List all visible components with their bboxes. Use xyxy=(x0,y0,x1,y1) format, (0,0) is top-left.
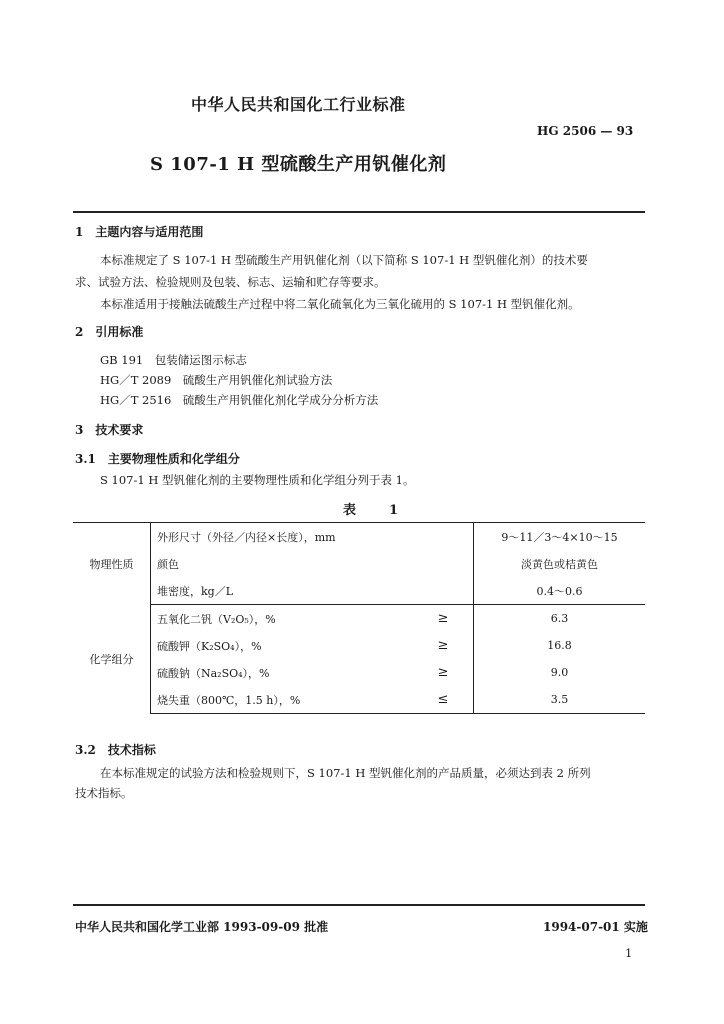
group-label-physical: 物理性质 xyxy=(73,523,151,605)
table-row xyxy=(73,686,645,714)
value-cell: 0.4～0.6 xyxy=(474,577,646,605)
item-cell: 五氧化二钒（V₂O₅），% xyxy=(157,612,276,626)
operator-cell xyxy=(413,523,474,551)
table-row xyxy=(73,659,645,686)
operator-cell: ≥ xyxy=(413,605,474,633)
operator-cell: ≤ xyxy=(413,686,474,714)
section-1-paragraph-1-line-2: 求、试验方法、检验规则及包装、标志、运输和贮存等要求。 xyxy=(75,275,386,289)
item-cell: 硫酸钠（Na₂SO₄），% xyxy=(157,666,270,680)
issuing-organization: 中华人民共和国化工行业标准 xyxy=(191,95,406,114)
standard-code: HG 2506 — 93 xyxy=(537,124,634,138)
reference-item: HG／T 2516 硫酸生产用钒催化剂化学成分分析方法 xyxy=(100,393,379,407)
reference-item: GB 191 包装储运图示标志 xyxy=(100,353,247,367)
value-cell: 16.8 xyxy=(547,639,572,652)
reference-item: HG／T 2089 硫酸生产用钒催化剂试验方法 xyxy=(100,373,333,387)
table-row xyxy=(73,632,645,659)
value-cell: 9～11／3～4×10～15 xyxy=(474,523,646,551)
section-3-1-heading: 3.1 主要物理性质和化学组分 xyxy=(75,452,240,466)
table-caption: 表 1 xyxy=(343,503,409,518)
operator-cell: ≥ xyxy=(413,659,474,686)
page-number: 1 xyxy=(625,946,633,960)
document-title: S 107-1 H 型硫酸生产用钒催化剂 xyxy=(150,154,447,175)
value-cell: 9.0 xyxy=(550,666,569,679)
section-2-heading: 2 引用标准 xyxy=(75,325,144,339)
properties-table xyxy=(73,522,645,714)
section-1-paragraph-1-line-1: 本标准规定了 S 107-1 H 型硫酸生产用钒催化剂（以下简称 S 107-1 H 型钒催化剂）的技术要 xyxy=(100,253,588,267)
value-cell: 淡黄色或桔黄色 xyxy=(521,557,598,571)
table-row xyxy=(73,605,645,633)
section-3-2-heading: 3.2 技术指标 xyxy=(75,743,156,757)
group-label-chemical: 化学组分 xyxy=(73,605,151,714)
item-cell: 烧失重（800℃，1.5 h），% xyxy=(151,686,414,714)
item-cell: 硫酸钾（K₂SO₄），% xyxy=(157,639,262,653)
operator-cell xyxy=(413,550,474,577)
item-cell: 外形尺寸（外径／内径×长度），mm xyxy=(151,523,414,551)
table-row xyxy=(73,577,645,605)
operator-cell: ≥ xyxy=(413,632,474,659)
section-3-2-text-line-1: 在本标准规定的试验方法和检验规则下，S 107-1 H 型钒催化剂的产品质量，必须达到表 2 所列 xyxy=(100,766,591,780)
table-row xyxy=(73,550,645,577)
approval-note: 中华人民共和国化学工业部 1993-09-09 批准 xyxy=(75,920,329,934)
operator-cell xyxy=(413,577,474,605)
footer-divider xyxy=(73,904,645,906)
section-3-1-text: S 107-1 H 型钒催化剂的主要物理性质和化学组分列于表 1。 xyxy=(100,473,415,487)
value-cell: 6.3 xyxy=(550,612,569,625)
section-1-paragraph-2: 本标准适用于接触法硫酸生产过程中将二氧化硫氧化为三氧化硫用的 S 107-1 H 型钒催化剂。 xyxy=(100,297,580,311)
item-cell: 堆密度，kg／L xyxy=(151,577,414,605)
section-3-heading: 3 技术要求 xyxy=(75,423,144,437)
header-divider xyxy=(73,211,645,213)
section-3-2-text-line-2: 技术指标。 xyxy=(75,786,133,800)
implementation-date: 1994-07-01 实施 xyxy=(543,920,648,934)
section-1-heading: 1 主题内容与适用范围 xyxy=(75,225,204,239)
value-cell: 3.5 xyxy=(474,686,646,714)
item-cell: 颜色 xyxy=(157,557,179,571)
table-row xyxy=(73,523,645,551)
